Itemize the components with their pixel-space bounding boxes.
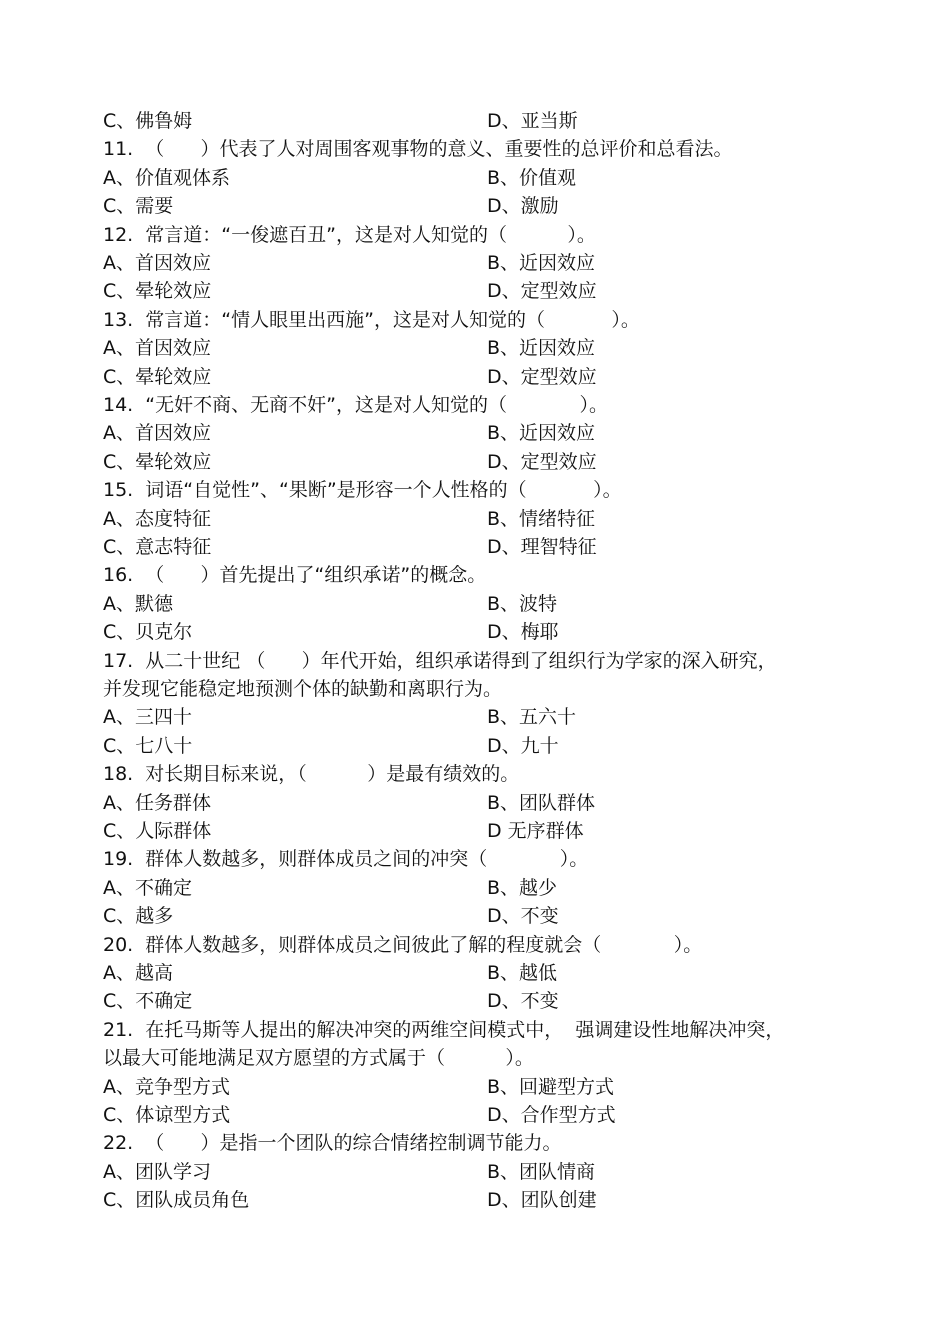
option-left: C、佛鲁姆 (103, 110, 193, 132)
option-right: B、回避型方式 (487, 1076, 615, 1098)
option-right: D、亚当斯 (487, 110, 578, 132)
option-right: D、定型效应 (487, 451, 597, 473)
option-row (103, 364, 863, 390)
question-text: 19. 群体人数越多，则群体成员之间的冲突（ ）。 (103, 848, 589, 870)
option-right: B、价值观 (487, 167, 577, 189)
option-row (103, 1074, 863, 1100)
question-text: 并发现它能稳定地预测个体的缺勤和离职行为。 (103, 678, 503, 700)
option-row (103, 591, 863, 617)
option-left: C、不确定 (103, 990, 193, 1012)
option-row (103, 875, 863, 901)
option-row (103, 733, 863, 759)
option-left: A、三四十 (103, 706, 192, 728)
option-left: C、越多 (103, 905, 174, 927)
option-right: D、九十 (487, 735, 559, 757)
option-left: C、晕轮效应 (103, 366, 212, 388)
option-left: C、团队成员角色 (103, 1189, 250, 1211)
option-right: D、理智特征 (487, 536, 597, 558)
option-row (103, 960, 863, 986)
option-left: A、默德 (103, 593, 173, 615)
question-text: 18. 对长期目标来说，（ ）是最有绩效的。 (103, 763, 520, 785)
option-left: A、任务群体 (103, 792, 211, 814)
option-left: A、价值观体系 (103, 167, 230, 189)
option-row (103, 704, 863, 730)
question-text: 21. 在托马斯等人提出的解决冲突的两维空间模式中， 强调建设性地解决冲突， (103, 1019, 785, 1041)
option-left: C、体谅型方式 (103, 1104, 231, 1126)
option-right: D、激励 (487, 195, 559, 217)
option-left: A、首因效应 (103, 252, 211, 274)
option-right: B、近因效应 (487, 252, 596, 274)
option-left: A、团队学习 (103, 1161, 211, 1183)
option-row (103, 165, 863, 191)
option-row (103, 193, 863, 219)
option-row (103, 250, 863, 276)
option-row (103, 790, 863, 816)
option-right: D 无序群体 (487, 820, 584, 842)
question-text: 16. （ ）首先提出了“组织承诺”的概念。 (103, 564, 487, 586)
option-left: C、意志特征 (103, 536, 212, 558)
option-row (103, 534, 863, 560)
option-right: B、五六十 (487, 706, 577, 728)
option-row (103, 1187, 863, 1213)
option-right: B、越低 (487, 962, 558, 984)
option-right: D、定型效应 (487, 366, 597, 388)
option-left: A、竞争型方式 (103, 1076, 230, 1098)
option-row (103, 420, 863, 446)
option-left: A、越高 (103, 962, 173, 984)
option-row (103, 619, 863, 645)
option-right: D、不变 (487, 905, 559, 927)
question-text: 12. 常言道：“一俊遮百丑”，这是对人知觉的（ ）。 (103, 224, 596, 246)
option-left: A、首因效应 (103, 422, 211, 444)
option-right: D、合作型方式 (487, 1104, 616, 1126)
question-text: 22. （ ）是指一个团队的综合情绪控制调节能力。 (103, 1132, 562, 1154)
option-row (103, 108, 863, 134)
option-row (103, 278, 863, 304)
option-right: D、不变 (487, 990, 559, 1012)
question-text: 17. 从二十世纪 （ ）年代开始，组织承诺得到了组织行为学家的深入研究， (103, 650, 777, 672)
question-text: 以最大可能地满足双方愿望的方式属于（ ）。 (103, 1047, 534, 1069)
option-right: B、团队群体 (487, 792, 596, 814)
option-left: A、首因效应 (103, 337, 211, 359)
option-right: D、定型效应 (487, 280, 597, 302)
question-text: 11. （ ）代表了人对周围客观事物的意义、重要性的总评价和总看法。 (103, 138, 733, 160)
option-left: C、贝克尔 (103, 621, 193, 643)
option-row (103, 903, 863, 929)
question-text: 13. 常言道：“情人眼里出西施”，这是对人知觉的（ ）。 (103, 309, 640, 331)
option-left: C、人际群体 (103, 820, 212, 842)
option-right: B、波特 (487, 593, 558, 615)
option-left: A、态度特征 (103, 508, 211, 530)
option-right: B、近因效应 (487, 422, 596, 444)
option-row (103, 1159, 863, 1185)
option-row (103, 1102, 863, 1128)
option-row (103, 506, 863, 532)
option-row (103, 818, 863, 844)
option-right: B、越少 (487, 877, 558, 899)
option-right: B、团队情商 (487, 1161, 596, 1183)
option-right: B、近因效应 (487, 337, 596, 359)
question-text: 20. 群体人数越多，则群体成员之间彼此了解的程度就会（ ）。 (103, 934, 703, 956)
option-left: A、不确定 (103, 877, 192, 899)
question-text: 15. 词语“自觉性”、“果断”是形容一个人性格的（ ）。 (103, 479, 622, 501)
option-row (103, 335, 863, 361)
question-text: 14. “无奸不商、无商不奸”，这是对人知觉的（ ）。 (103, 394, 608, 416)
option-left: C、需要 (103, 195, 174, 217)
option-right: D、梅耶 (487, 621, 559, 643)
option-left: C、七八十 (103, 735, 193, 757)
option-left: C、晕轮效应 (103, 451, 212, 473)
option-right: D、团队创建 (487, 1189, 597, 1211)
option-row (103, 449, 863, 475)
option-right: B、情绪特征 (487, 508, 596, 530)
option-row (103, 988, 863, 1014)
option-left: C、晕轮效应 (103, 280, 212, 302)
